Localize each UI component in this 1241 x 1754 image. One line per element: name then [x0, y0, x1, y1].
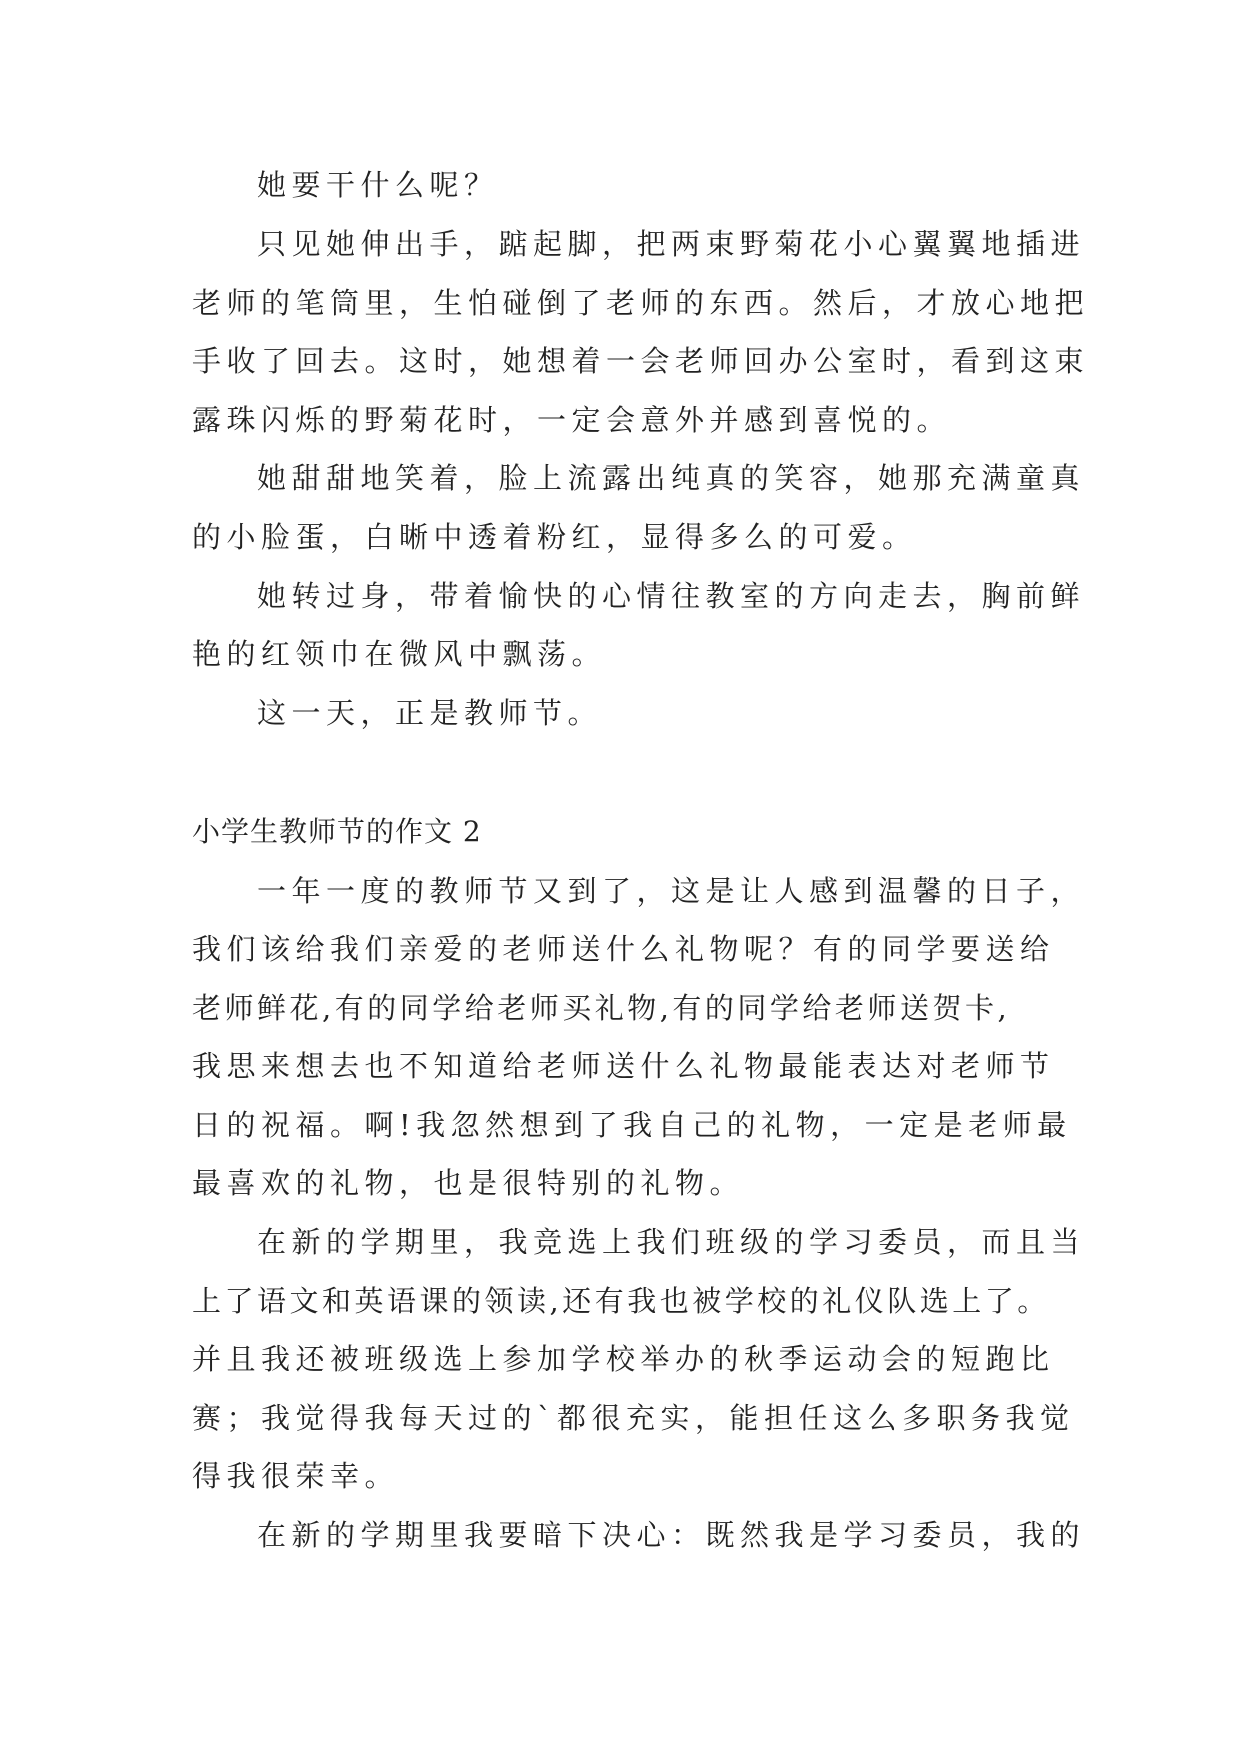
paragraph-2-line-1: 只见她伸出手，踮起脚，把两束野菊花小心翼翼地插进: [257, 227, 1086, 261]
s2-paragraph-1-line-2: 我们该给我们亲爱的老师送什么礼物呢？有的同学要送给: [192, 932, 1055, 966]
paragraph-3-line-2: 的小脸蛋，白晰中透着粉红，显得多么的可爱。: [192, 520, 917, 554]
s2-paragraph-1-line-5: 日的祝福。啊!我忽然想到了我自己的礼物，一定是老师最: [192, 1108, 1072, 1142]
paragraph-3-line-1: 她甜甜地笑着，脸上流露出纯真的笑容，她那充满童真: [257, 461, 1086, 495]
paragraph-5-line-1: 这一天，正是教师节。: [257, 696, 603, 730]
s2-paragraph-2-line-2: 上了语文和英语课的领读,还有我也被学校的礼仪队选上了。: [192, 1284, 1050, 1318]
paragraph-4-line-2: 艳的红领巾在微风中飘荡。: [192, 637, 607, 671]
paragraph-2-line-3: 手收了回去。这时，她想着一会老师回办公室时，看到这束: [192, 344, 1090, 378]
paragraph-2-line-4: 露珠闪烁的野菊花时，一定会意外并感到喜悦的。: [192, 403, 952, 437]
s2-paragraph-1-line-3: 老师鲜花,有的同学给老师买礼物,有的同学给老师送贺卡,: [192, 991, 1011, 1025]
s2-paragraph-2-line-5: 得我很荣幸。: [192, 1459, 400, 1493]
s2-paragraph-1-line-1: 一年一度的教师节又到了，这是让人感到温馨的日子，: [257, 874, 1086, 908]
section-heading: 小学生教师节的作文 2: [192, 815, 482, 848]
s2-paragraph-3-line-1: 在新的学期里我要暗下决心：既然我是学习委员，我的: [257, 1518, 1086, 1552]
s2-paragraph-2-line-3: 并且我还被班级选上参加学校举办的秋季运动会的短跑比: [192, 1342, 1055, 1376]
paragraph-2-line-2: 老师的笔筒里，生怕碰倒了老师的东西。然后，才放心地把: [192, 286, 1090, 320]
paragraph-4-line-1: 她转过身，带着愉快的心情往教室的方向走去，胸前鲜: [257, 579, 1086, 613]
s2-paragraph-2-line-4: 赛；我觉得我每天过的`都很充实，能担任这么多职务我觉: [192, 1401, 1075, 1435]
s2-paragraph-1-line-6: 最喜欢的礼物，也是很特别的礼物。: [192, 1166, 745, 1200]
s2-paragraph-2-line-1: 在新的学期里，我竞选上我们班级的学习委员，而且当: [257, 1225, 1086, 1259]
s2-paragraph-1-line-4: 我思来想去也不知道给老师送什么礼物最能表达对老师节: [192, 1049, 1055, 1083]
paragraph-1-line-1: 她要干什么呢？: [257, 168, 499, 202]
